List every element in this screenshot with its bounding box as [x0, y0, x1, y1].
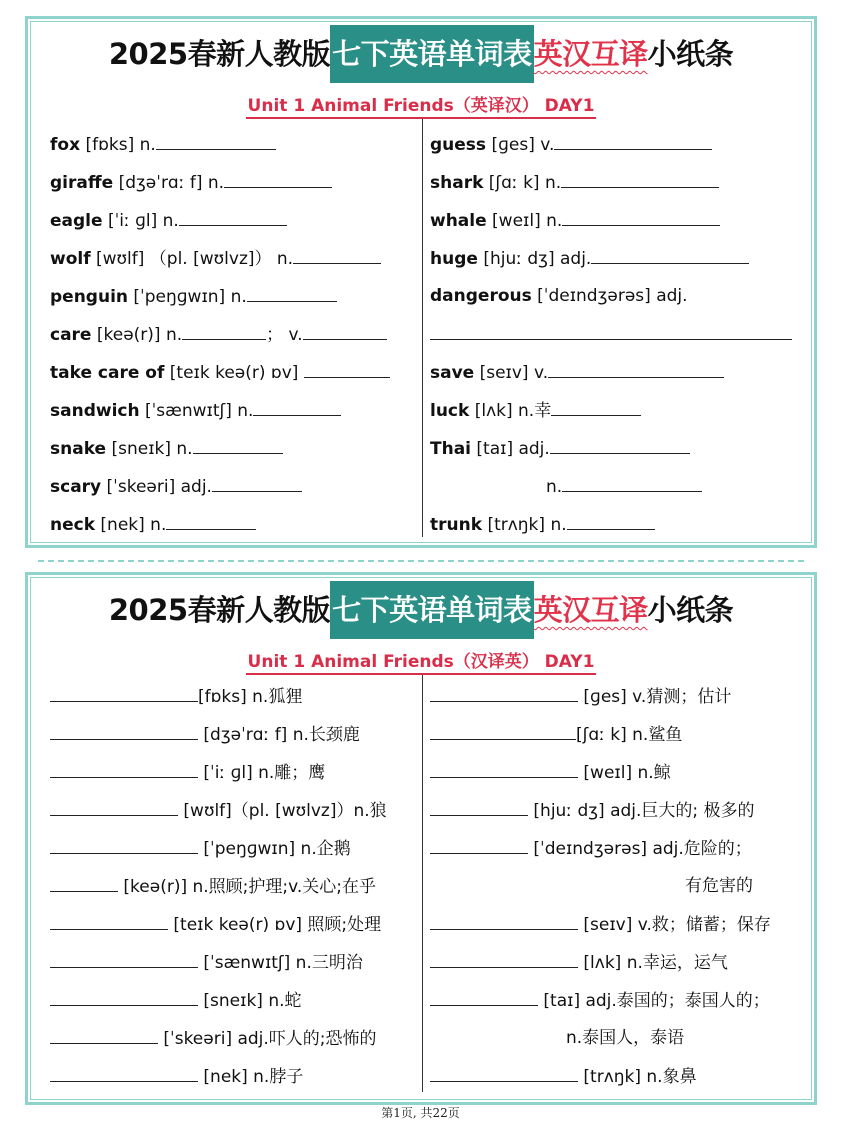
list-item	[430, 799, 755, 822]
entry-text: [seɪv] v.	[479, 363, 549, 383]
answer-blank[interactable]	[430, 913, 578, 930]
entry-text: [wʊlf] （pl. [wʊlvz]） n.	[96, 249, 294, 269]
entry-text: whale	[430, 211, 487, 231]
entry-text: [ʃɑː k] n.鲨鱼	[576, 725, 683, 745]
list-item	[50, 513, 256, 536]
title-part4: 小纸条	[647, 593, 734, 627]
answer-blank[interactable]	[50, 723, 198, 740]
list-item	[430, 685, 731, 708]
entry-text: [taɪ] adj.	[476, 439, 550, 459]
entry-text: giraffe	[50, 173, 114, 193]
answer-blank[interactable]	[554, 133, 712, 150]
list-item	[50, 209, 287, 232]
entry-text: 有危害的	[685, 876, 753, 896]
column-divider	[422, 675, 423, 1092]
entry-text: [hjuː dʒ] adj.巨大的; 极多的	[533, 801, 755, 821]
answer-blank[interactable]	[253, 399, 341, 416]
list-item	[50, 913, 381, 936]
list-item	[566, 1027, 684, 1049]
list-item	[430, 1065, 697, 1088]
page-title	[28, 581, 814, 639]
entry-text: [dʒəˈrɑː f] n.长颈鹿	[203, 725, 360, 745]
answer-blank[interactable]	[304, 361, 390, 378]
entry-text: Thai	[430, 439, 471, 459]
entry-text: fox	[50, 135, 81, 155]
list-item	[430, 913, 771, 936]
entry-text: [ɡes] v.猜测；估计	[583, 687, 732, 707]
answer-blank[interactable]	[182, 323, 266, 340]
list-item	[50, 399, 341, 422]
subtitle	[28, 91, 814, 116]
entry-text: [ˈpeŋɡwɪn] n.企鹅	[203, 839, 351, 859]
list-item	[430, 761, 671, 784]
title-red: 英汉互译	[533, 37, 648, 71]
entry-text: wolf	[50, 249, 91, 269]
entry-text: [hjuː dʒ] adj.	[483, 249, 592, 269]
title-part1: 2025春新人教版	[108, 37, 331, 71]
answer-blank[interactable]	[224, 171, 332, 188]
list-item	[430, 285, 688, 307]
subtitle-text: Unit 1 Animal Friends（汉译英） DAY1	[246, 652, 597, 675]
entry-text: [keə(r)] n.	[96, 325, 183, 345]
entry-text: [keə(r)] n.照顾;护理;v.关心;在乎	[123, 877, 376, 897]
answer-blank[interactable]	[550, 437, 690, 454]
entry-text: [sneɪk] n.	[111, 439, 193, 459]
entry-text: ； v.	[266, 325, 303, 345]
list-item	[50, 133, 276, 156]
list-item	[430, 247, 749, 270]
entry-text: [ˈdeɪndʒərəs] adj.危险的；	[533, 839, 752, 859]
list-item	[430, 361, 724, 384]
list-item	[50, 171, 332, 194]
list-item	[50, 361, 390, 384]
entry-text: neck	[50, 515, 96, 535]
entry-text: scary	[50, 477, 102, 497]
entry-text: [trʌŋk] n.象鼻	[583, 1067, 697, 1087]
entry-text: guess	[430, 135, 487, 155]
entry-text: huge	[430, 249, 478, 269]
list-item	[50, 685, 302, 708]
answer-blank[interactable]	[562, 209, 720, 226]
cut-line	[38, 560, 804, 562]
title-part4: 小纸条	[647, 37, 734, 71]
entry-text: [ˈdeɪndʒərəs] adj.	[537, 286, 688, 306]
list-item	[430, 951, 728, 974]
title-red: 英汉互译	[533, 593, 648, 627]
list-item	[546, 475, 702, 498]
list-item	[50, 761, 325, 784]
answer-blank[interactable]	[430, 685, 578, 702]
answer-blank[interactable]	[50, 1027, 158, 1044]
entry-text: [weɪl] n.	[492, 211, 563, 231]
answer-blank[interactable]	[430, 723, 576, 740]
answer-blank[interactable]	[293, 247, 381, 264]
entry-text: [ˈskeəri] adj.	[106, 477, 212, 497]
list-item	[430, 989, 770, 1012]
list-item	[50, 1065, 303, 1088]
entry-text: [weɪl] n.鲸	[583, 763, 671, 783]
answer-blank[interactable]	[193, 437, 283, 454]
answer-blank[interactable]	[561, 171, 719, 188]
list-item	[50, 875, 376, 898]
answer-blank[interactable]	[430, 951, 578, 968]
entry-text: [ˈsænwɪtʃ] n.	[144, 401, 254, 421]
list-item	[50, 475, 302, 498]
entry-text: penguin	[50, 287, 129, 307]
entry-text: save	[430, 363, 475, 383]
page-title	[28, 25, 814, 83]
entry-text: [ɡes] v.	[491, 135, 555, 155]
card-cn-to-en	[25, 572, 817, 1105]
answer-blank[interactable]	[247, 285, 337, 302]
list-item	[50, 989, 302, 1012]
subtitle	[28, 647, 814, 672]
entry-text: care	[50, 325, 92, 345]
entry-text: [ˈiː ɡl] n.	[107, 211, 179, 231]
card-en-to-cn	[25, 16, 817, 548]
answer-blank[interactable]	[212, 475, 302, 492]
entry-text: n.泰国人，泰语	[566, 1028, 685, 1048]
list-item	[430, 837, 752, 860]
list-item	[430, 171, 719, 194]
list-item	[430, 723, 682, 746]
entry-text: [ˈskeəri] adj.吓人的;恐怖的	[163, 1029, 377, 1049]
entry-text: trunk	[430, 515, 483, 535]
entry-text: [dʒəˈrɑː f] n.	[118, 173, 225, 193]
list-item	[50, 799, 387, 822]
list-item	[50, 723, 360, 746]
title-part1: 2025春新人教版	[108, 593, 331, 627]
entry-text: [ˈiː ɡl] n.雕；鹰	[203, 763, 326, 783]
answer-blank[interactable]	[562, 475, 702, 492]
list-item	[430, 513, 655, 536]
answer-blank[interactable]	[50, 951, 198, 968]
answer-blank[interactable]	[50, 685, 198, 702]
list-item	[50, 323, 387, 346]
answer-blank[interactable]	[303, 323, 387, 340]
entry-text: [trʌŋk] n.	[487, 515, 567, 535]
entry-text: [wʊlf]（pl. [wʊlvz]）n.狼	[183, 801, 387, 821]
answer-blank[interactable]	[50, 875, 118, 892]
list-item	[430, 323, 792, 346]
entry-text: take care of	[50, 363, 165, 383]
answer-blank[interactable]	[591, 247, 749, 264]
subtitle-text: Unit 1 Animal Friends（英译汉） DAY1	[246, 96, 597, 119]
entry-text: [nek] n.脖子	[203, 1067, 304, 1087]
title-highlight: 七下英语单词表	[330, 581, 534, 639]
list-item	[430, 437, 690, 460]
list-item	[50, 437, 283, 460]
answer-blank[interactable]	[50, 1065, 198, 1082]
answer-blank[interactable]	[430, 837, 528, 854]
answer-blank[interactable]	[430, 1065, 578, 1082]
answer-blank[interactable]	[567, 513, 655, 530]
list-item	[685, 875, 753, 897]
answer-blank[interactable]	[50, 913, 168, 930]
entry-text: [seɪv] v.救；储蓄；保存	[583, 915, 771, 935]
answer-blank[interactable]	[551, 399, 641, 416]
answer-blank[interactable]	[430, 761, 578, 778]
answer-blank[interactable]	[50, 989, 198, 1006]
entry-text: [lʌk] n.幸运，运气	[583, 953, 728, 973]
list-item	[50, 247, 381, 270]
entry-text: [ˈsænwɪtʃ] n.三明治	[203, 953, 363, 973]
list-item	[50, 285, 337, 308]
answer-blank[interactable]	[50, 799, 178, 816]
list-item	[430, 209, 720, 232]
answer-blank[interactable]	[548, 361, 724, 378]
entry-text: [fɒks] n.	[85, 135, 156, 155]
answer-blank[interactable]	[179, 209, 287, 226]
entry-text: [fɒks] n.狐狸	[198, 687, 303, 707]
entry-text: luck	[430, 401, 470, 421]
entry-text: [teɪk keə(r) ɒv] 照顾;处理	[173, 915, 382, 935]
answer-blank[interactable]	[166, 513, 256, 530]
column-divider	[422, 119, 423, 537]
answer-blank[interactable]	[430, 799, 528, 816]
answer-blank[interactable]	[430, 323, 792, 340]
entry-text: n.	[546, 477, 563, 497]
entry-text: [ˈpeŋɡwɪn] n.	[133, 287, 247, 307]
list-item	[430, 133, 712, 156]
answer-blank[interactable]	[50, 837, 198, 854]
entry-text: [ʃɑː k] n.	[488, 173, 562, 193]
entry-text: sandwich	[50, 401, 140, 421]
entry-text: [nek] n.	[100, 515, 167, 535]
list-item	[50, 951, 363, 974]
answer-blank[interactable]	[156, 133, 276, 150]
list-item	[430, 399, 641, 422]
page-number: 第1页, 共22页	[381, 1106, 460, 1120]
entry-text: [sneɪk] n.蛇	[203, 991, 302, 1011]
title-highlight: 七下英语单词表	[330, 25, 534, 83]
entry-text: [taɪ] adj.泰国的；泰国人的；	[543, 991, 770, 1011]
list-item	[50, 837, 351, 860]
list-item	[50, 1027, 377, 1050]
entry-text: shark	[430, 173, 484, 193]
entry-text: eagle	[50, 211, 103, 231]
entry-text: [teɪk keə(r) ɒv]	[169, 363, 299, 383]
answer-blank[interactable]	[430, 989, 538, 1006]
entry-text: dangerous	[430, 286, 532, 306]
entry-text: snake	[50, 439, 107, 459]
answer-blank[interactable]	[50, 761, 198, 778]
entry-text: [lʌk] n.幸	[474, 401, 552, 421]
